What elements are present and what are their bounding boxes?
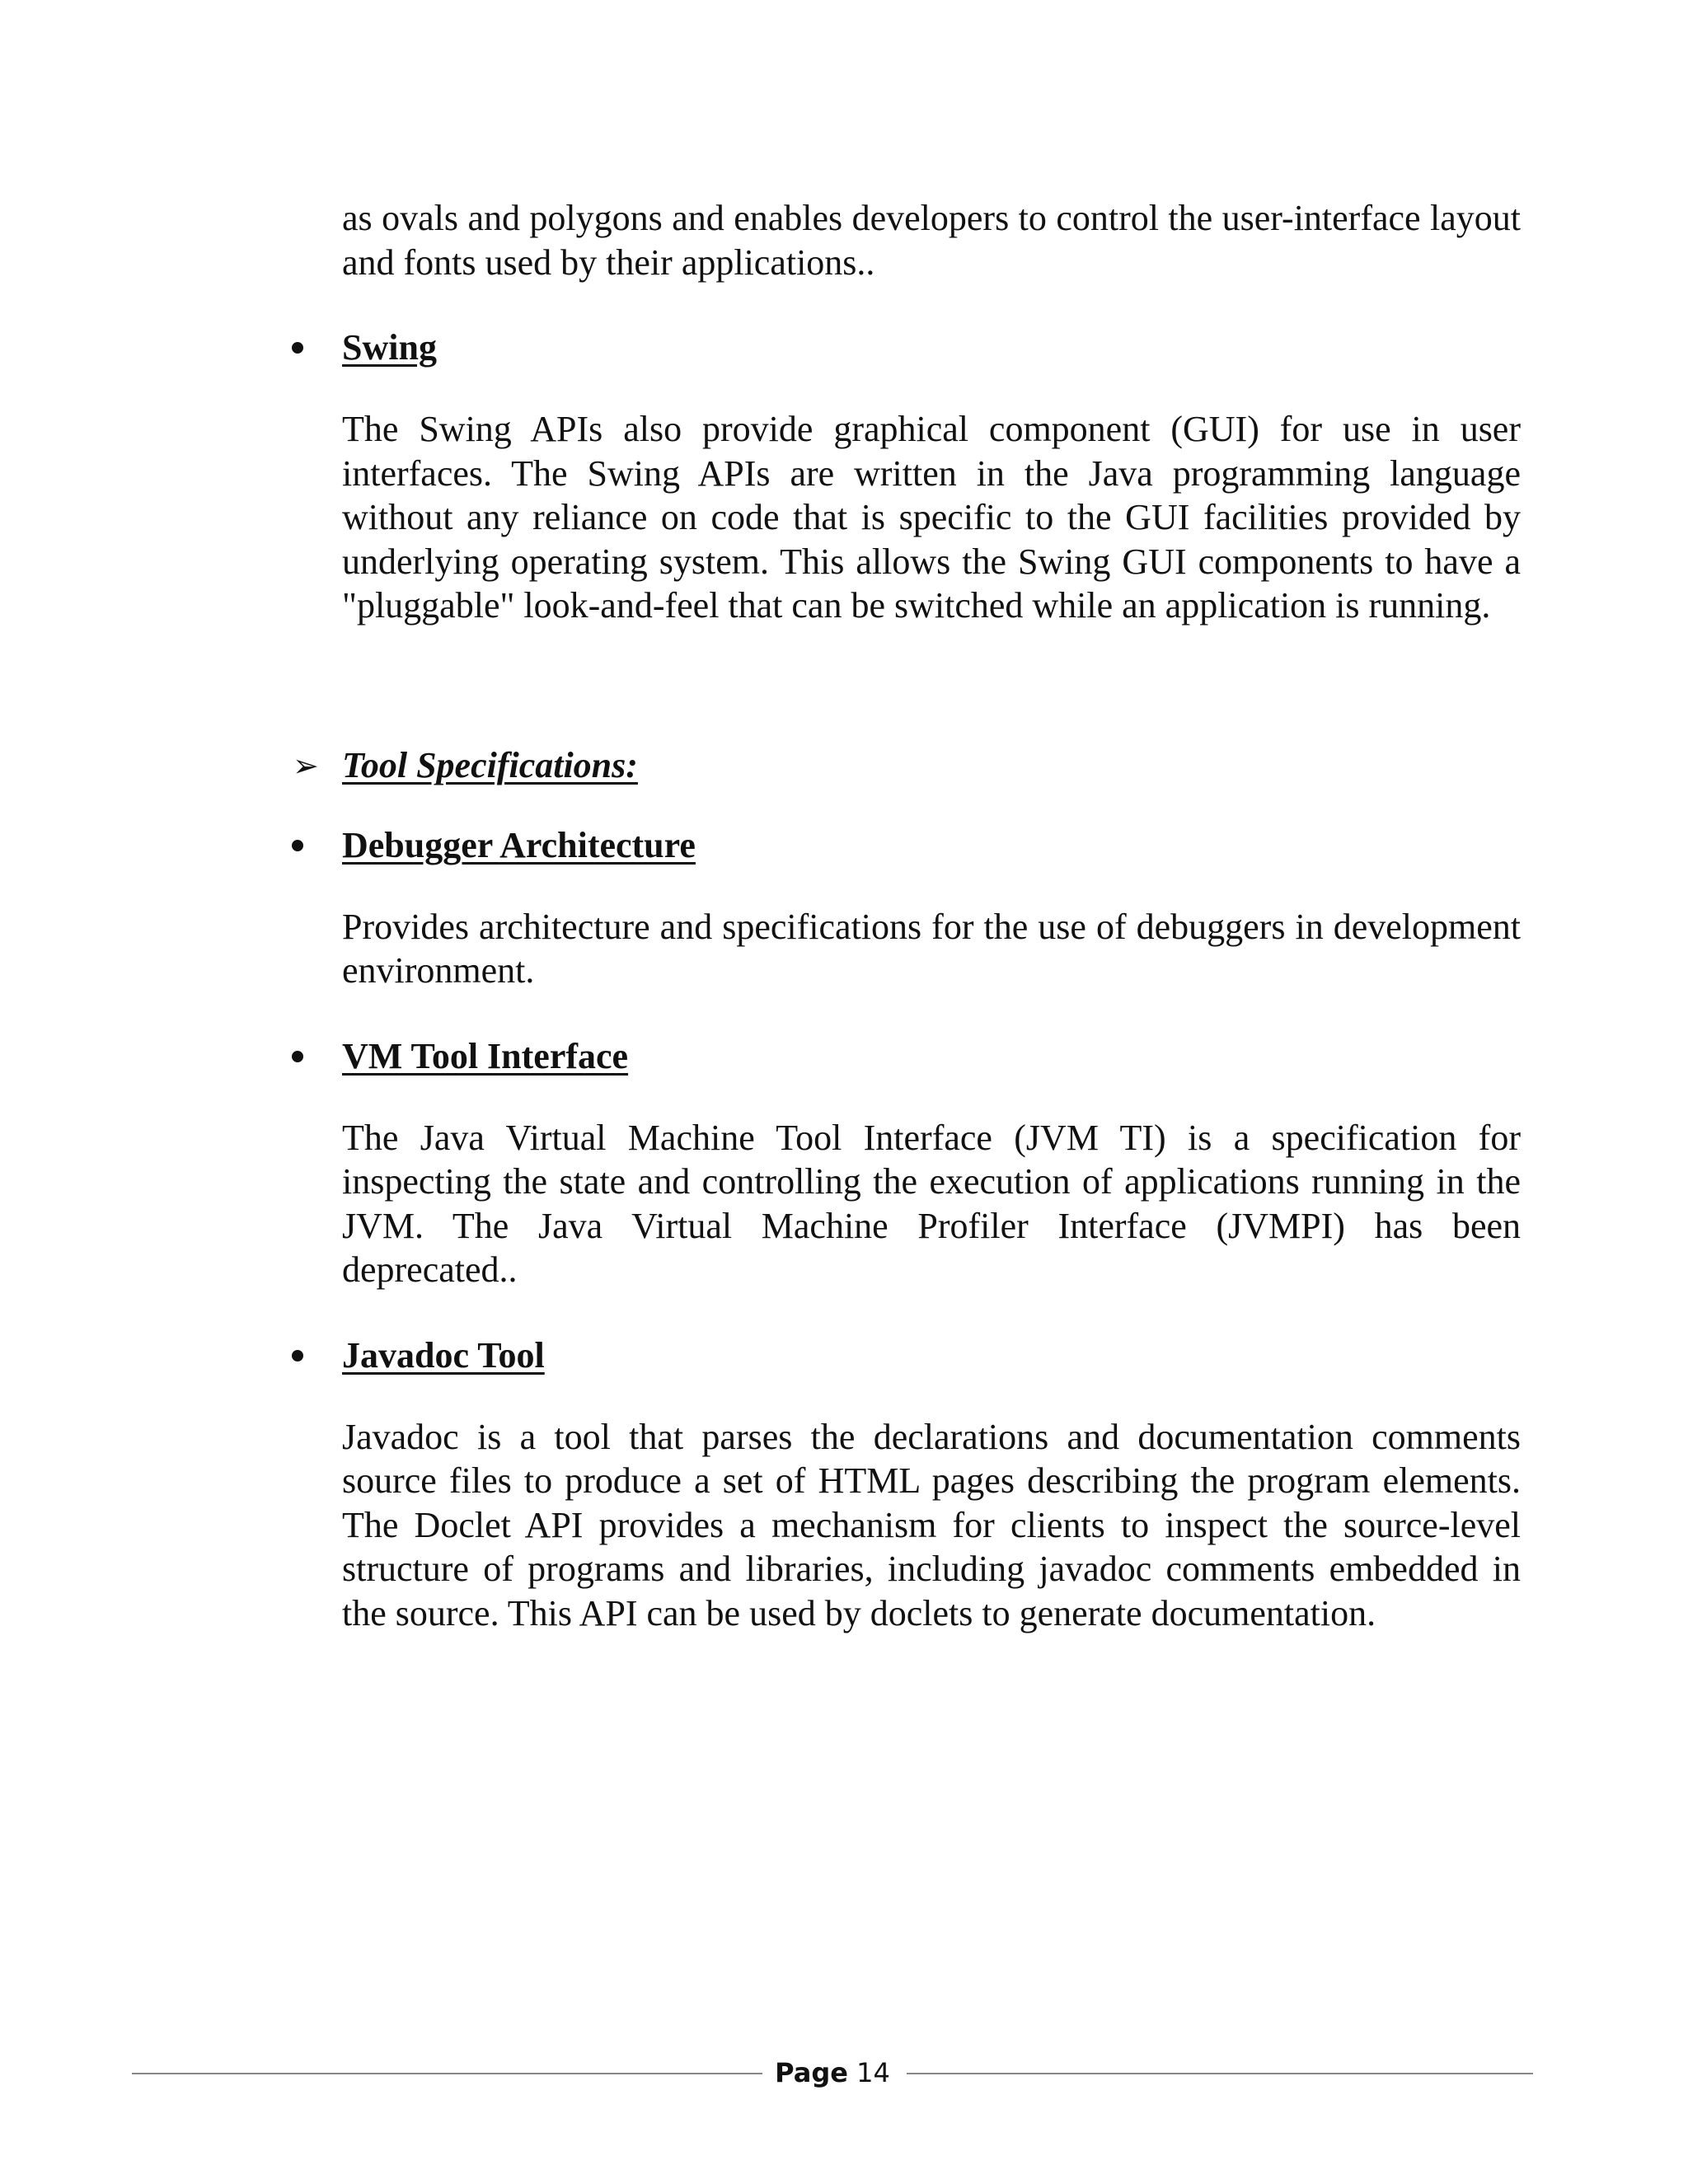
arrow-bullet-icon: ➢ <box>293 747 319 784</box>
page-number <box>132 2052 1533 2093</box>
debugger-architecture-body: Provides architecture and specifications for the use of debuggers in development environment. <box>342 906 1521 991</box>
page-content <box>293 196 1521 1635</box>
bullet-icon <box>292 342 303 354</box>
page-label: Page <box>775 2057 848 2088</box>
intro-paragraph: as ovals and polygons and enables developers to control the user-interface layout and fonts used by their applications.. <box>342 198 1521 283</box>
swing-section <box>342 326 1521 628</box>
bullet-icon <box>292 1350 303 1361</box>
debugger-architecture-heading: Debugger Architecture <box>342 824 696 865</box>
bullet-icon <box>292 840 303 851</box>
page-number-value: 14 <box>856 2057 890 2088</box>
tool-specifications-title: Tool Specifications: <box>342 744 638 785</box>
javadoc-tool-body: Javadoc is a tool that parses the declarations and documentation comments source files to produce a set of HTML pages describing the program elements. The Doclet API provides a mechanism for clients to inspect the source-level structure of programs and libraries, including javadoc comments embedded in the source. This API can be used by doclets to generate documentation. <box>342 1416 1521 1633</box>
page-footer <box>132 2052 1533 2093</box>
javadoc-tool-heading: Javadoc Tool <box>342 1334 545 1376</box>
swing-heading: Swing <box>342 327 437 368</box>
tool-specifications-section <box>293 743 1521 787</box>
javadoc-tool-item <box>342 1333 1521 1636</box>
vm-tool-interface-heading: VM Tool Interface <box>342 1035 629 1076</box>
vm-tool-interface-item <box>342 1034 1521 1292</box>
bullet-icon <box>292 1051 303 1062</box>
swing-body: The Swing APIs also provide graphical component (GUI) for use in user interfaces. The Swing APIs are written in the Java programming language without any reliance on code that is specific to the GUI facilities provided by underlying operating system. This allows the Swing GUI components to have a "pluggable" look-and-feel that can be switched while an application is running. <box>342 409 1521 626</box>
debugger-architecture-item <box>342 823 1521 993</box>
vm-tool-interface-body: The Java Virtual Machine Tool Interface (JVM TI) is a specification for inspecting the state and controlling the execution of applications running in the JVM. The Java Virtual Machine Profiler Interface (JVMPI) has been deprecated.. <box>342 1117 1521 1290</box>
